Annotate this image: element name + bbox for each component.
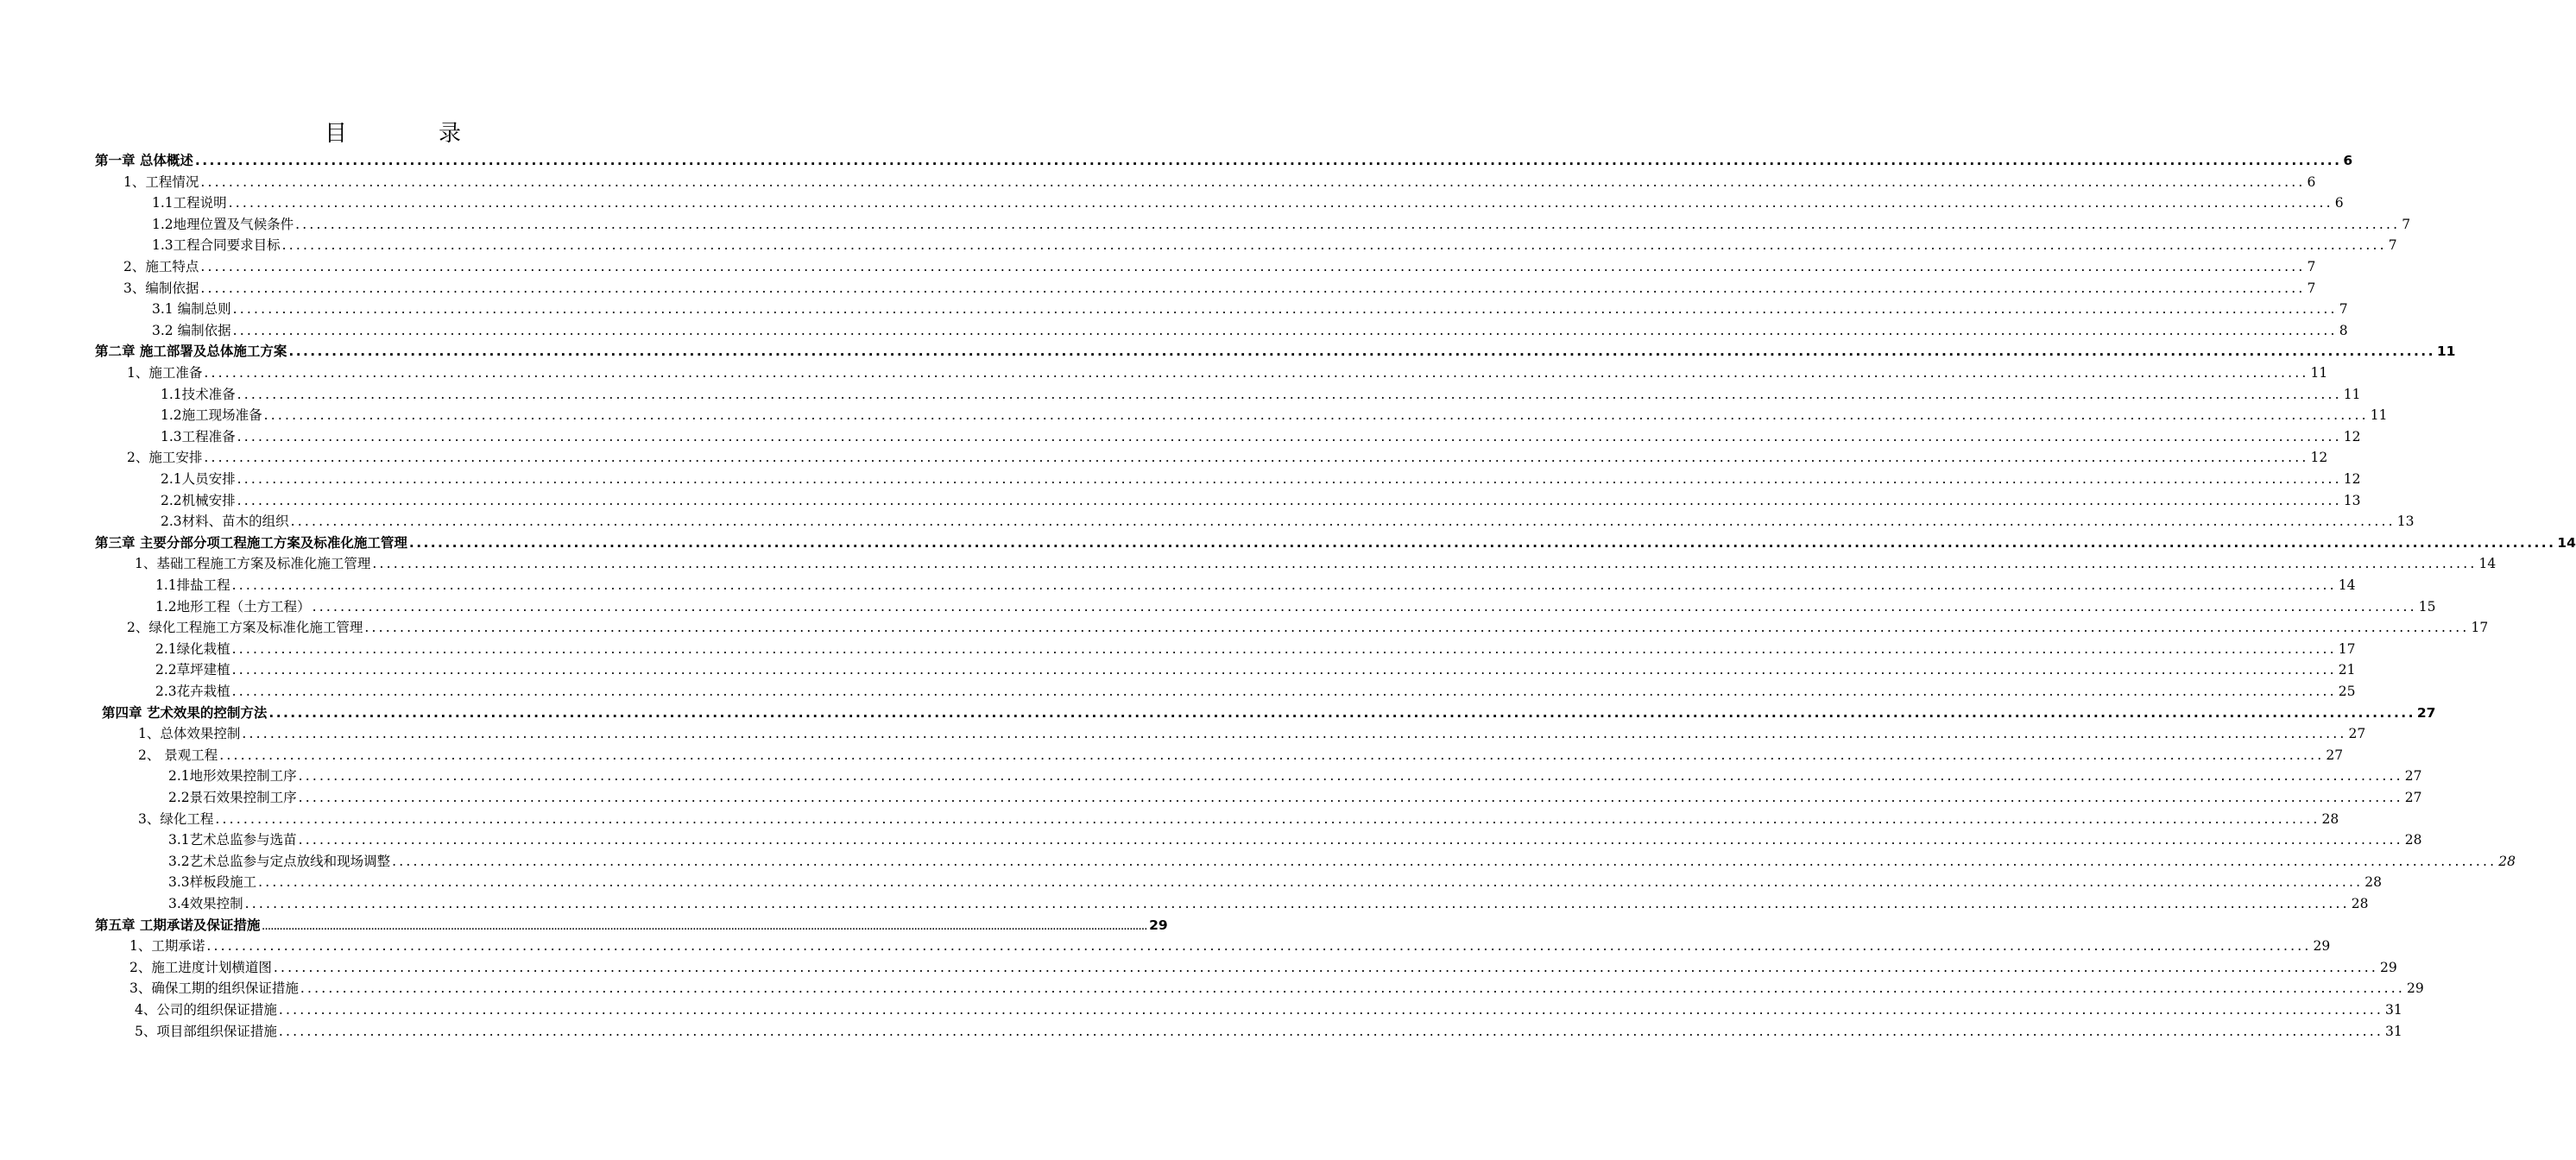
toc-entry[interactable] <box>138 745 2344 766</box>
toc-page-number: 28 <box>2351 896 2369 911</box>
toc-page-number: 14 <box>2557 534 2576 551</box>
toc-entry[interactable] <box>168 766 2422 787</box>
toc-entry[interactable] <box>168 787 2422 809</box>
toc-page-number: 7 <box>2388 237 2397 254</box>
toc-entry[interactable] <box>152 214 2411 236</box>
toc-page-number: 7 <box>2307 280 2316 296</box>
toc-entry-text: 3.2 编制依据 <box>152 322 231 338</box>
toc-entry-text: 2.2景石效果控制工序 <box>168 790 297 805</box>
toc-entry[interactable] <box>138 723 2366 745</box>
toc-leader-dots: ............................................................................................................................................................................................................................................................................................................ <box>392 853 2497 869</box>
toc-page-number: 11 <box>2343 386 2361 402</box>
toc-entry-text: 3、确保工期的组织保证措施 <box>129 980 299 997</box>
toc-entry-text: 1、工期承诺 <box>129 938 205 955</box>
toc-leader-dots: ............................................................................................................................................................................................................................................................................................................ <box>200 173 2306 190</box>
toc-page-number: 27 <box>2404 768 2422 785</box>
toc-leader-dots: ............................................................................................................................................................................................................................................................................................................ <box>295 216 2401 232</box>
toc-leader-dots: ............................................................................................................................................................................................................................................................................................................ <box>298 832 2403 848</box>
toc-entry-text: 1.2地形工程（土方工程） <box>155 598 311 615</box>
toc-entry[interactable] <box>152 235 2397 256</box>
toc-title: 目 录 <box>324 121 496 147</box>
toc-leader-dots: ............................................................................................................................................................................................................................................................................................................ <box>204 365 2309 381</box>
toc-entry-text: 2、施工进度计划横道图 <box>129 959 272 975</box>
toc-leader-dots: ............................................................................................................................................................................................................................................................................................................ <box>200 259 2306 274</box>
toc-entry-text: 5、项目部组织保证措施 <box>135 1023 277 1039</box>
toc-leader-dots: ............................................................................................................................................................................................................................................................................................................ <box>258 874 2364 891</box>
toc-page-number: 27 <box>2326 747 2344 763</box>
toc-leader-dots: ............................................................................................................................................................................................................................................................................................................ <box>228 195 2333 211</box>
toc-entry-text: 2.1地形效果控制工序 <box>168 768 297 785</box>
toc-entry-text: 2、施工安排 <box>127 450 203 466</box>
toc-entry[interactable] <box>152 192 2344 214</box>
toc-page-number: 11 <box>2436 344 2456 360</box>
toc-entry-text: 2、 景观工程 <box>138 747 218 763</box>
toc-leader-dots: ............................................................................................................................................................................................................................................................................................................ <box>281 237 2387 254</box>
toc-entry-text: 2.2机械安排 <box>161 492 236 508</box>
toc-leader-dots: ............................................................................................................................................................................................................................................................................................................ <box>408 534 2556 551</box>
toc-page-number: 12 <box>2310 450 2328 466</box>
toc-leader-dots: ............................................................................................................................................................................................................................................................................................................ <box>364 620 2470 636</box>
toc-leader-dots: ............................................................................................................................................................................................................................................................................................................ <box>298 790 2403 805</box>
toc-entry[interactable] <box>129 936 2331 957</box>
toc-entry-text: 第二章 施工部署及总体施工方案 <box>95 344 287 360</box>
toc-leader-dots: ............................................................................................................................................................................................................................................................................................................ <box>206 938 2312 955</box>
toc-entry[interactable] <box>168 829 2422 851</box>
toc-entry[interactable] <box>161 490 2361 512</box>
toc-entry-text: 1.1排盐工程 <box>155 577 230 593</box>
toc-leader-dots: ............................................................................................................................................................................................................................................................................................................ <box>231 662 2337 678</box>
toc-entry[interactable] <box>161 469 2361 490</box>
toc-page-number: 27 <box>2348 726 2366 742</box>
toc-page-number: 12 <box>2343 471 2361 487</box>
toc-chapter-entry[interactable] <box>95 150 2353 172</box>
toc-entry-text: 第四章 艺术效果的控制方法 <box>102 704 268 721</box>
toc-leader-dots: ............................................................................................................................................................................................................................................................................................................ <box>312 598 2417 615</box>
toc-page-number: 7 <box>2307 259 2316 274</box>
toc-leader-dots: ............................................................................................................................................................................................................................................................................................................ <box>194 153 2342 168</box>
toc-entry-text: 3.2艺术总监参与定点放线和现场调整 <box>168 853 391 869</box>
toc-entry-text: 2.1绿化栽植 <box>155 640 230 657</box>
toc-entry[interactable] <box>123 278 2316 299</box>
toc-leader-dots: ............................................................................................................................................................................................................................................................................................................ <box>231 684 2337 699</box>
toc-leader-dots: ............................................................................................................................................................................................................................................................................................................ <box>300 980 2405 997</box>
toc-entry[interactable] <box>129 957 2397 979</box>
toc-leader-dots: ............................................................................................................................................................................................................................................................................................................ <box>231 640 2337 657</box>
toc-entry-text: 2.3材料、苗木的组织 <box>161 514 289 530</box>
toc-page-number: 15 <box>2418 598 2436 615</box>
toc-chapter-entry[interactable] <box>95 915 1168 936</box>
toc-entry-text: 1.2施工现场准备 <box>161 407 262 424</box>
toc-page-number: 27 <box>2416 704 2436 721</box>
toc-entry-text: 3、编制依据 <box>123 280 199 296</box>
toc-page-number: 29 <box>2313 938 2331 955</box>
toc-leader-dots: ............................................................................................................................................................................................................................................................................................................ <box>215 810 2320 827</box>
toc-entry-text: 3.4效果控制 <box>168 896 243 911</box>
toc-entry[interactable] <box>129 978 2424 999</box>
toc-entry-text: 2.2草坪建植 <box>155 662 230 678</box>
toc-entry-text: 3.1艺术总监参与选苗 <box>168 832 297 848</box>
toc-entry[interactable] <box>155 575 2356 596</box>
toc-entry[interactable] <box>168 893 2369 915</box>
toc-entry-text: 1.1工程说明 <box>152 195 227 211</box>
toc-page-number: 17 <box>2338 640 2356 657</box>
toc-entry[interactable] <box>161 511 2415 533</box>
toc-leader-dots: ............................................................................................................................................................................................................................................................................................................ <box>237 492 2342 508</box>
toc-entry-text: 3.1 编制总则 <box>152 301 231 318</box>
toc-page-number: 17 <box>2471 620 2489 636</box>
toc-entry[interactable] <box>161 384 2361 406</box>
toc-leader-dots: ............................................................................................................................................................................................................................................................................................................ <box>263 407 2369 424</box>
toc-leader-dots: ............................................................................................................................................................................................................................................................................................................ <box>288 344 2435 360</box>
toc-entry-text: 第一章 总体概述 <box>95 153 193 168</box>
toc-entry-text: 2、绿化工程施工方案及标准化施工管理 <box>127 620 363 636</box>
toc-entry-text: 2.1人员安排 <box>161 471 236 487</box>
toc-leader-dots: ............................................................................................................................................................................................................................................................................................................ <box>219 747 2325 763</box>
toc-entry[interactable] <box>161 426 2361 448</box>
toc-entry-text: 1.3工程准备 <box>161 428 236 444</box>
toc-page-number: 31 <box>2384 1023 2402 1039</box>
toc-leader-dots: ............................................................................................................................................................................................................................................................................................................ <box>278 1023 2383 1039</box>
toc-page-number: 28 <box>2364 874 2382 891</box>
toc-entry-text: 第五章 工期承诺及保证措施 <box>95 917 261 933</box>
toc-entry[interactable] <box>161 405 2388 426</box>
toc-entry-text: 4、公司的组织保证措施 <box>135 1002 277 1018</box>
toc-page-number: 12 <box>2343 428 2361 444</box>
toc-page-number: 14 <box>2338 577 2356 593</box>
toc-leader-dots: ............................................................................................................................................................................................................................................................................................................ <box>232 301 2338 318</box>
toc-leader-dots: ............................................................................................................................................................................................................................................................................................................ <box>262 923 1148 932</box>
toc-page-number: 27 <box>2404 790 2422 805</box>
toc-page-number: 28 <box>2321 810 2339 827</box>
toc-chapter-entry[interactable] <box>102 703 2436 724</box>
toc-page-number: 6 <box>2307 173 2316 190</box>
toc-entry[interactable] <box>127 447 2328 469</box>
toc-page-number: 14 <box>2478 556 2497 572</box>
toc-entry[interactable] <box>155 596 2436 618</box>
toc-leader-dots: ............................................................................................................................................................................................................................................................................................................ <box>232 322 2338 338</box>
toc-entry[interactable] <box>138 809 2339 830</box>
toc-entry-text: 1.3工程合同要求目标 <box>152 237 281 254</box>
toc-chapter-entry[interactable] <box>95 533 2576 554</box>
toc-leader-dots: ............................................................................................................................................................................................................................................................................................................ <box>231 577 2337 593</box>
toc-entry[interactable] <box>155 681 2356 703</box>
toc-entry[interactable] <box>155 659 2356 681</box>
toc-leader-dots: ............................................................................................................................................................................................................................................................................................................ <box>200 280 2306 296</box>
toc-entry[interactable] <box>168 872 2382 893</box>
toc-leader-dots: ............................................................................................................................................................................................................................................................................................................ <box>244 896 2350 911</box>
toc-page-number: 29 <box>2379 959 2397 975</box>
toc-entry[interactable] <box>135 1021 2402 1043</box>
toc-page-number: 11 <box>2310 365 2328 381</box>
toc-leader-dots: ............................................................................................................................................................................................................................................................................................................ <box>278 1002 2383 1018</box>
toc-page-number: 6 <box>2343 153 2353 168</box>
toc-entry[interactable] <box>123 172 2316 193</box>
toc-page-number: 7 <box>2339 301 2348 318</box>
toc-chapter-entry[interactable] <box>95 341 2456 362</box>
toc-entry[interactable] <box>152 320 2348 342</box>
toc-entry-text: 1.1技术准备 <box>161 386 236 402</box>
toc-entry[interactable] <box>135 999 2402 1021</box>
toc-entry[interactable] <box>127 362 2328 384</box>
toc-entry-text: 1.2地理位置及气候条件 <box>152 216 294 232</box>
toc-leader-dots: ............................................................................................................................................................................................................................................................................................................ <box>237 428 2342 444</box>
toc-page-number: 28 <box>2404 832 2422 848</box>
toc-leader-dots: ............................................................................................................................................................................................................................................................................................................ <box>237 386 2342 402</box>
toc-page-number: 8 <box>2339 322 2348 338</box>
toc-entry-text: 1、工程情况 <box>123 173 199 190</box>
toc-entry-text: 1、总体效果控制 <box>138 726 241 742</box>
toc-entry[interactable] <box>135 553 2497 575</box>
toc-entry[interactable] <box>155 639 2356 660</box>
toc-leader-dots: ............................................................................................................................................................................................................................................................................................................ <box>268 704 2415 721</box>
toc-page-number: 29 <box>2406 980 2424 997</box>
toc-entry-text: 2.3花卉栽植 <box>155 684 230 699</box>
toc-page-number: 29 <box>1149 917 1168 933</box>
toc-entry-text: 第三章 主要分部分项工程施工方案及标准化施工管理 <box>95 534 407 551</box>
toc-entry-text: 3、绿化工程 <box>138 810 214 827</box>
toc-page-number: 13 <box>2343 492 2361 508</box>
toc-page-number: 25 <box>2338 684 2356 699</box>
toc-entry-text: 1、基础工程施工方案及标准化施工管理 <box>135 556 371 572</box>
toc-entry[interactable] <box>127 617 2489 639</box>
toc-entry-text: 1、施工准备 <box>127 365 203 381</box>
toc-entry-text: 3.3样板段施工 <box>168 874 257 891</box>
toc-leader-dots: ............................................................................................................................................................................................................................................................................................................ <box>298 768 2403 785</box>
toc-entry-text: 2、施工特点 <box>123 259 199 274</box>
toc-entry[interactable] <box>123 256 2316 278</box>
toc-leader-dots: ............................................................................................................................................................................................................................................................................................................ <box>290 514 2396 530</box>
toc-entry[interactable] <box>152 299 2348 320</box>
toc-page-number: 11 <box>2370 407 2388 424</box>
toc-page-number: 7 <box>2402 216 2411 232</box>
toc-entry[interactable] <box>168 851 2516 873</box>
toc-page-number: 21 <box>2338 662 2356 678</box>
toc-leader-dots: ............................................................................................................................................................................................................................................................................................................ <box>273 959 2378 975</box>
toc-leader-dots: ............................................................................................................................................................................................................................................................................................................ <box>237 471 2342 487</box>
toc-leader-dots: ............................................................................................................................................................................................................................................................................................................ <box>204 450 2309 466</box>
toc-page-number: 28 <box>2498 853 2516 869</box>
toc-leader-dots: ............................................................................................................................................................................................................................................................................................................ <box>372 556 2478 572</box>
toc-page-number: 6 <box>2334 195 2344 211</box>
toc-page-number: 13 <box>2396 514 2415 530</box>
toc-leader-dots: ............................................................................................................................................................................................................................................................................................................ <box>242 726 2347 742</box>
toc-page-number: 31 <box>2384 1002 2402 1018</box>
